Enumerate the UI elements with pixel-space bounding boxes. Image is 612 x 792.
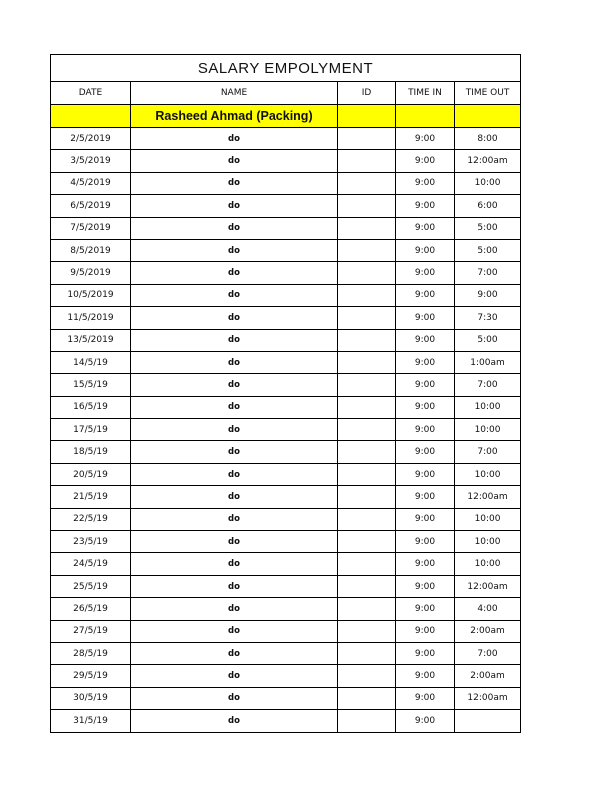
date-cell: 13/5/2019: [51, 329, 131, 351]
date-cell: 31/5/19: [51, 710, 131, 732]
date-cell: 4/5/2019: [51, 172, 131, 194]
id-cell: [338, 150, 396, 172]
title-row: [51, 55, 521, 82]
id-cell: [338, 396, 396, 418]
time-in-cell: 9:00: [396, 665, 455, 687]
time-in-cell: 9:00: [396, 575, 455, 597]
sheet-title: SALARY EMPOLYMENT: [51, 55, 521, 82]
id-cell: [338, 620, 396, 642]
time-out-cell: 5:00: [455, 329, 521, 351]
date-cell: 28/5/19: [51, 642, 131, 664]
date-cell: 2/5/2019: [51, 128, 131, 150]
time-in-cell: 9:00: [396, 262, 455, 284]
table-row: [51, 575, 521, 597]
time-in-cell: 9:00: [396, 396, 455, 418]
date-cell: 17/5/19: [51, 419, 131, 441]
time-out-cell: 10:00: [455, 508, 521, 530]
date-cell: 18/5/19: [51, 441, 131, 463]
id-cell: [338, 374, 396, 396]
table-row: [51, 486, 521, 508]
date-cell: 10/5/2019: [51, 284, 131, 306]
date-cell: 21/5/19: [51, 486, 131, 508]
name-cell: do: [131, 463, 338, 485]
employee-date-cell: [51, 105, 131, 128]
id-cell: [338, 419, 396, 441]
time-out-cell: 2:00am: [455, 665, 521, 687]
table-row: [51, 531, 521, 553]
time-out-cell: 10:00: [455, 553, 521, 575]
employee-time-out-cell: [455, 105, 521, 128]
time-out-cell: 8:00: [455, 128, 521, 150]
table-row: [51, 687, 521, 709]
name-cell: do: [131, 239, 338, 261]
date-cell: 30/5/19: [51, 687, 131, 709]
table-row: [51, 620, 521, 642]
name-cell: do: [131, 598, 338, 620]
table-row: [51, 351, 521, 373]
time-out-cell: 9:00: [455, 284, 521, 306]
date-cell: 24/5/19: [51, 553, 131, 575]
time-in-cell: 9:00: [396, 284, 455, 306]
time-out-cell: 12:00am: [455, 575, 521, 597]
name-cell: do: [131, 396, 338, 418]
salary-table: [50, 54, 521, 733]
time-in-cell: 9:00: [396, 531, 455, 553]
date-cell: 11/5/2019: [51, 307, 131, 329]
name-cell: do: [131, 508, 338, 530]
id-cell: [338, 239, 396, 261]
time-in-cell: 9:00: [396, 486, 455, 508]
date-cell: 8/5/2019: [51, 239, 131, 261]
table-row: [51, 307, 521, 329]
time-in-cell: 9:00: [396, 620, 455, 642]
id-cell: [338, 531, 396, 553]
header-time-out: TIME OUT: [455, 82, 521, 105]
name-cell: do: [131, 441, 338, 463]
employee-time-in-cell: [396, 105, 455, 128]
id-cell: [338, 217, 396, 239]
time-out-cell: 10:00: [455, 396, 521, 418]
id-cell: [338, 195, 396, 217]
time-in-cell: 9:00: [396, 687, 455, 709]
time-in-cell: 9:00: [396, 508, 455, 530]
time-in-cell: 9:00: [396, 463, 455, 485]
table-row: [51, 150, 521, 172]
header-row: [51, 82, 521, 105]
name-cell: do: [131, 687, 338, 709]
name-cell: do: [131, 531, 338, 553]
name-cell: do: [131, 665, 338, 687]
time-out-cell: 10:00: [455, 419, 521, 441]
table-row: [51, 598, 521, 620]
time-out-cell: 10:00: [455, 172, 521, 194]
time-in-cell: 9:00: [396, 374, 455, 396]
date-cell: 25/5/19: [51, 575, 131, 597]
date-cell: 20/5/19: [51, 463, 131, 485]
name-cell: do: [131, 329, 338, 351]
time-out-cell: 5:00: [455, 239, 521, 261]
name-cell: do: [131, 195, 338, 217]
table-row: [51, 195, 521, 217]
time-in-cell: 9:00: [396, 239, 455, 261]
date-cell: 27/5/19: [51, 620, 131, 642]
date-cell: 22/5/19: [51, 508, 131, 530]
time-out-cell: 4:00: [455, 598, 521, 620]
name-cell: do: [131, 128, 338, 150]
time-out-cell: 2:00am: [455, 620, 521, 642]
id-cell: [338, 463, 396, 485]
id-cell: [338, 665, 396, 687]
id-cell: [338, 351, 396, 373]
table-row: [51, 396, 521, 418]
id-cell: [338, 598, 396, 620]
time-out-cell: 6:00: [455, 195, 521, 217]
time-out-cell: 12:00am: [455, 150, 521, 172]
name-cell: do: [131, 419, 338, 441]
id-cell: [338, 553, 396, 575]
id-cell: [338, 441, 396, 463]
time-in-cell: 9:00: [396, 172, 455, 194]
id-cell: [338, 575, 396, 597]
header-time-in: TIME IN: [396, 82, 455, 105]
date-cell: 3/5/2019: [51, 150, 131, 172]
time-in-cell: 9:00: [396, 419, 455, 441]
date-cell: 23/5/19: [51, 531, 131, 553]
id-cell: [338, 508, 396, 530]
name-cell: do: [131, 307, 338, 329]
id-cell: [338, 642, 396, 664]
table-row: [51, 508, 521, 530]
table-row: [51, 642, 521, 664]
date-cell: 9/5/2019: [51, 262, 131, 284]
time-in-cell: 9:00: [396, 329, 455, 351]
time-out-cell: 10:00: [455, 531, 521, 553]
id-cell: [338, 262, 396, 284]
id-cell: [338, 329, 396, 351]
table-row: [51, 172, 521, 194]
time-in-cell: 9:00: [396, 710, 455, 732]
time-in-cell: 9:00: [396, 150, 455, 172]
id-cell: [338, 172, 396, 194]
name-cell: do: [131, 486, 338, 508]
name-cell: do: [131, 620, 338, 642]
table-row: [51, 710, 521, 732]
date-cell: 29/5/19: [51, 665, 131, 687]
id-cell: [338, 710, 396, 732]
name-cell: do: [131, 172, 338, 194]
id-cell: [338, 687, 396, 709]
table-row: [51, 239, 521, 261]
name-cell: do: [131, 217, 338, 239]
table-row: [51, 553, 521, 575]
time-in-cell: 9:00: [396, 128, 455, 150]
table-row: [51, 665, 521, 687]
employee-row: [51, 105, 521, 128]
table-row: [51, 128, 521, 150]
table-row: [51, 374, 521, 396]
header-date: DATE: [51, 82, 131, 105]
name-cell: do: [131, 642, 338, 664]
time-out-cell: 12:00am: [455, 687, 521, 709]
date-cell: 26/5/19: [51, 598, 131, 620]
time-in-cell: 9:00: [396, 217, 455, 239]
time-out-cell: 7:00: [455, 374, 521, 396]
table-row: [51, 419, 521, 441]
id-cell: [338, 486, 396, 508]
date-cell: 6/5/2019: [51, 195, 131, 217]
employee-id-cell: [338, 105, 396, 128]
time-out-cell: 12:00am: [455, 486, 521, 508]
table-row: [51, 329, 521, 351]
time-out-cell: 10:00: [455, 463, 521, 485]
time-in-cell: 9:00: [396, 307, 455, 329]
table-row: [51, 217, 521, 239]
table-row: [51, 441, 521, 463]
header-id: ID: [338, 82, 396, 105]
name-cell: do: [131, 351, 338, 373]
date-cell: 15/5/19: [51, 374, 131, 396]
name-cell: do: [131, 150, 338, 172]
date-cell: 14/5/19: [51, 351, 131, 373]
id-cell: [338, 284, 396, 306]
id-cell: [338, 307, 396, 329]
table-row: [51, 262, 521, 284]
time-in-cell: 9:00: [396, 195, 455, 217]
time-out-cell: [455, 710, 521, 732]
time-in-cell: 9:00: [396, 642, 455, 664]
date-cell: 16/5/19: [51, 396, 131, 418]
time-in-cell: 9:00: [396, 598, 455, 620]
name-cell: do: [131, 284, 338, 306]
time-out-cell: 1:00am: [455, 351, 521, 373]
table-row: [51, 284, 521, 306]
header-name: NAME: [131, 82, 338, 105]
time-in-cell: 9:00: [396, 553, 455, 575]
id-cell: [338, 128, 396, 150]
name-cell: do: [131, 553, 338, 575]
time-out-cell: 5:00: [455, 217, 521, 239]
time-out-cell: 7:00: [455, 441, 521, 463]
time-out-cell: 7:00: [455, 642, 521, 664]
name-cell: do: [131, 374, 338, 396]
time-out-cell: 7:00: [455, 262, 521, 284]
name-cell: do: [131, 575, 338, 597]
date-cell: 7/5/2019: [51, 217, 131, 239]
name-cell: do: [131, 262, 338, 284]
time-in-cell: 9:00: [396, 351, 455, 373]
time-out-cell: 7:30: [455, 307, 521, 329]
time-in-cell: 9:00: [396, 441, 455, 463]
employee-name: Rasheed Ahmad (Packing): [131, 105, 338, 128]
table-row: [51, 463, 521, 485]
name-cell: do: [131, 710, 338, 732]
